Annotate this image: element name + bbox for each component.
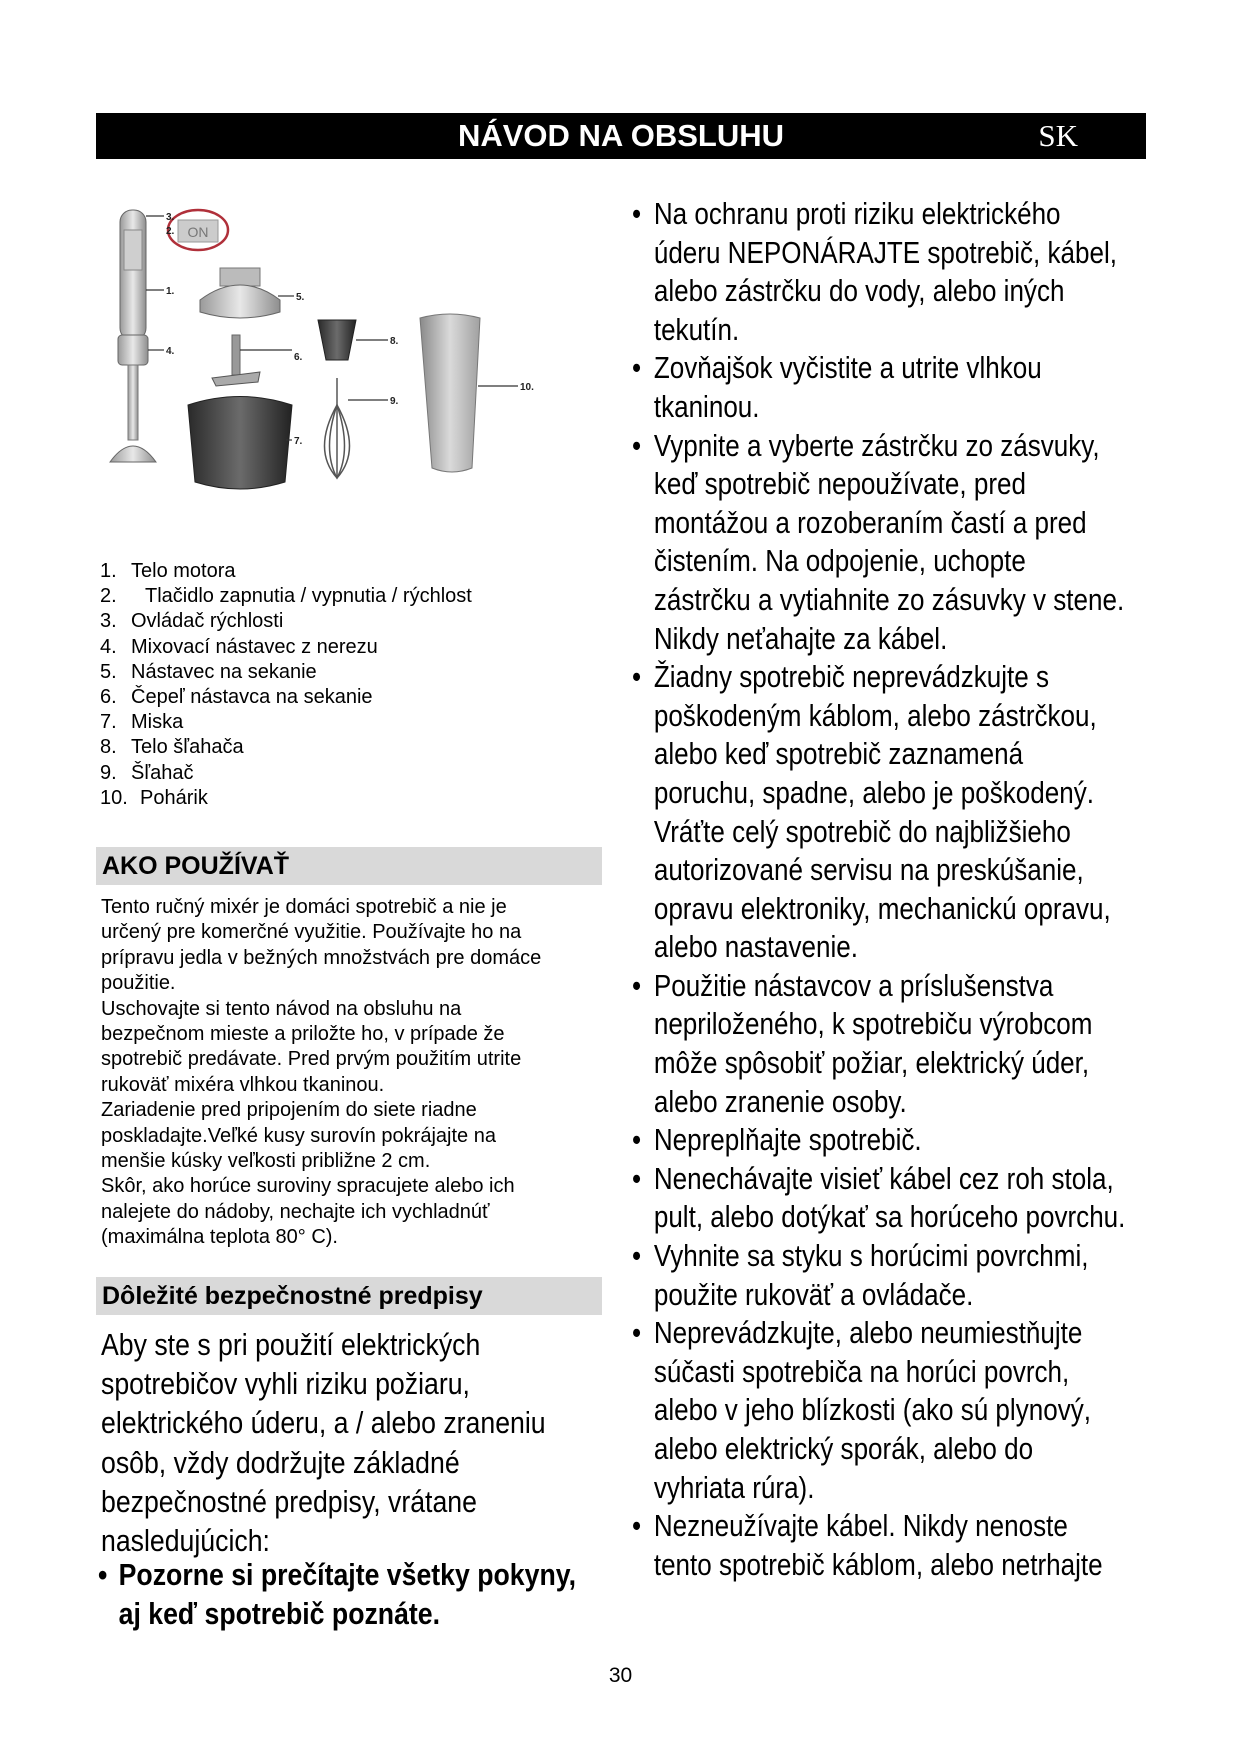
callout-6: 6. bbox=[294, 352, 303, 363]
list-item: 5. Nástavec na sekanie bbox=[100, 660, 317, 683]
chopper-lid-drawing bbox=[200, 268, 280, 318]
whisk-body-drawing bbox=[318, 320, 356, 360]
bullet-line: súčasti spotrebiča na horúci povrch, bbox=[653, 1353, 1070, 1389]
list-item: 10. Pohárik bbox=[100, 786, 208, 809]
bullet-line: autorizované servisu na preskúšanie, bbox=[653, 852, 1084, 888]
safety-bullet-item bbox=[632, 1121, 1144, 1160]
bullet-line: nepriloženého, k spotrebiču výrobcom bbox=[653, 1006, 1093, 1042]
bullet-line: alebo elektrický sporák, alebo do bbox=[653, 1431, 1034, 1466]
bullet-line: zástrčku a vytiahnite zo zásuvky v stene. bbox=[653, 581, 1125, 617]
parts-list bbox=[100, 559, 472, 811]
switch-label: ON bbox=[187, 224, 209, 240]
list-item: 3. Ovládač rýchlosti bbox=[100, 610, 284, 633]
beaker-drawing bbox=[420, 314, 480, 472]
blender-shaft-drawing bbox=[110, 335, 156, 462]
bullet-dot: • bbox=[632, 196, 642, 231]
bullet-line: keď spotrebič nepoužívate, pred bbox=[653, 466, 1026, 502]
bullet-dot: • bbox=[632, 350, 642, 386]
safety-bullets bbox=[632, 195, 1144, 1584]
bullet-dot: • bbox=[632, 427, 642, 463]
callout-5: 5. bbox=[296, 292, 305, 303]
bullet-dot: • bbox=[632, 1122, 642, 1158]
bullet-dot: • bbox=[632, 1315, 642, 1351]
bullet-line: čistením. Na odpojenie, uchopte bbox=[653, 543, 1026, 579]
safety-bullet-item bbox=[632, 195, 1144, 349]
bullet-dot: • bbox=[632, 1238, 642, 1274]
bullet-dot: • bbox=[98, 1557, 108, 1592]
whisk-drawing bbox=[325, 378, 350, 478]
bullet-line: tekutín. bbox=[653, 311, 740, 347]
bullet-line: alebo keď spotrebič zaznamená bbox=[653, 736, 1024, 772]
list-item: 9. Šľahač bbox=[100, 761, 194, 784]
callout-2: 2. bbox=[166, 226, 175, 237]
callout-4: 4. bbox=[166, 346, 175, 357]
list-item: 6. Čepeľ nástavca na sekanie bbox=[100, 686, 373, 709]
bullet-line: Nikdy neťahajte za kábel. bbox=[653, 620, 948, 656]
callout-8: 8. bbox=[390, 336, 399, 347]
bullet-line: úderu NEPONÁRAJTE spotrebič, kábel, bbox=[653, 234, 1117, 270]
callout-1: 1. bbox=[166, 286, 175, 297]
list-item: 7. Miska bbox=[100, 711, 184, 734]
motor-body-drawing bbox=[120, 210, 146, 340]
callout-10: 10. bbox=[520, 382, 534, 393]
bullet-line: vyhriata rúra). bbox=[653, 1469, 815, 1505]
bullet-line: Vypnite a vyberte zástrčku zo zásvuky, bbox=[653, 427, 1100, 463]
bullet-line: montážou a rozoberaním častí a pred bbox=[653, 504, 1087, 540]
page-number: 30 bbox=[608, 1664, 633, 1687]
list-item: 1. Telo motora bbox=[100, 560, 236, 582]
chopper-blade-drawing bbox=[212, 335, 260, 386]
safety-intro: Aby ste s pri použití elektrických spotrebičov vyhli riziku požiaru, elektrického úderu, a / alebo zraneniu osôb, vždy dodržujte základné bezpečnostné predpisy, vrátane nasledujúcich: bbox=[101, 1327, 546, 1559]
bullet-line: Nenechávajte visieť kábel cez roh stola, bbox=[653, 1160, 1114, 1196]
bullet-line: alebo nastavenie. bbox=[653, 929, 858, 965]
bold-bullet: • Pozorne si prečítajte všetky pokyny, aj keď spotrebič poznáte. bbox=[98, 1557, 576, 1631]
bullet-line: môže spôsobiť požiar, elektrický úder, bbox=[653, 1045, 1090, 1081]
header-title: NÁVOD NA OBSLUHU bbox=[457, 118, 785, 153]
language-code: SK bbox=[1038, 118, 1078, 153]
bullet-line: opravu elektroniky, mechanickú opravu, bbox=[653, 890, 1111, 926]
page-header bbox=[96, 113, 1146, 159]
section-heading-safety: Dôležité bezpečnostné predpisy bbox=[96, 1277, 602, 1315]
safety-bullet-item bbox=[632, 427, 1144, 659]
product-illustration bbox=[100, 200, 620, 570]
safety-bullet-item bbox=[632, 349, 1144, 426]
bullet-line: Nezneužívajte kábel. Nikdy nenoste bbox=[653, 1508, 1068, 1544]
bullet-dot: • bbox=[632, 1508, 642, 1544]
bullet-line: Žiadny spotrebič neprevádzkujte s bbox=[653, 659, 1049, 695]
bullet-line: poruchu, spadne, alebo je poškodený. bbox=[653, 774, 1094, 810]
bullet-line: Na ochranu proti riziku elektrického bbox=[653, 196, 1061, 231]
bullet-line: Vráťte celý spotrebič do najbližšieho bbox=[653, 813, 1071, 849]
callout-9: 9. bbox=[390, 396, 399, 407]
bullet-line: poškodeným káblom, alebo zástrčkou, bbox=[653, 697, 1097, 733]
bullet-dot: • bbox=[632, 1160, 642, 1196]
bullet-line: Vyhnite sa styku s horúcimi povrchmi, bbox=[653, 1238, 1089, 1274]
safety-bullet-item bbox=[632, 1237, 1144, 1314]
bullet-line: alebo zranenie osoby. bbox=[653, 1083, 907, 1119]
bullet-line: Použitie nástavcov a príslušenstva bbox=[653, 967, 1054, 1003]
bullet-dot: • bbox=[632, 659, 642, 695]
list-item: 4. Mixovací nástavec z nerezu bbox=[100, 635, 378, 658]
section-heading-usage: AKO POUŽÍVAŤ bbox=[96, 847, 602, 885]
list-item: 2. Tlačidlo zapnutia / vypnutia / rýchlost bbox=[100, 585, 472, 608]
bullet-line: tkaninou. bbox=[653, 388, 760, 424]
safety-bullet-item bbox=[632, 967, 1144, 1121]
callout-7: 7. bbox=[294, 436, 303, 447]
bullet-line: Nepreplňajte spotrebič. bbox=[653, 1122, 922, 1158]
bullet-line: alebo v jeho blízkosti (ako sú plynový, bbox=[653, 1392, 1091, 1428]
safety-bullet-item bbox=[632, 1314, 1144, 1507]
bullet-line: Neprevádzkujte, alebo neumiestňujte bbox=[653, 1315, 1083, 1351]
bullet-line: pult, alebo dotýkať sa horúceho povrchu. bbox=[653, 1199, 1126, 1235]
bullet-line: použite rukoväť a ovládače. bbox=[653, 1276, 974, 1312]
safety-bullet-item bbox=[632, 658, 1144, 967]
bullet-dot: • bbox=[632, 967, 642, 1003]
safety-bullet-item bbox=[632, 1507, 1144, 1584]
list-item: 8. Telo šľahača bbox=[100, 736, 244, 759]
callout-3: 3. bbox=[166, 212, 175, 223]
bullet-line: tento spotrebič káblom, alebo netrhajte bbox=[653, 1546, 1103, 1582]
bullet-line: Zovňajšok vyčistite a utrite vlhkou bbox=[653, 350, 1042, 386]
safety-bullet-item bbox=[632, 1160, 1144, 1237]
usage-text: Tento ručný mixér je domáci spotrebič a nie je určený pre komerčné využitie. Používajte ho na prípravu jedla v bežných množstvách pre domáce použitie. Uschovajte si tento návod na obsluhu na bezpečnom mieste a priložte ho, v prípade že spotrebič predávate. Pred prvým použitím utrite rukoväť mixéra vlhkou tkaninou. Zariadenie pred pripojením do siete riadne poskladajte.Veľké kusy surovín pokrájajte na menšie kúsky veľkosti približne 2 cm. Skôr, ako horúce suroviny spracujete alebo ich nalejete do nádoby, nechajte ich vychladnúť (maximálna teplota 80° C). bbox=[101, 896, 542, 1249]
bowl-drawing bbox=[188, 397, 292, 490]
bullet-line: alebo zástrčku do vody, alebo iných bbox=[653, 273, 1065, 309]
